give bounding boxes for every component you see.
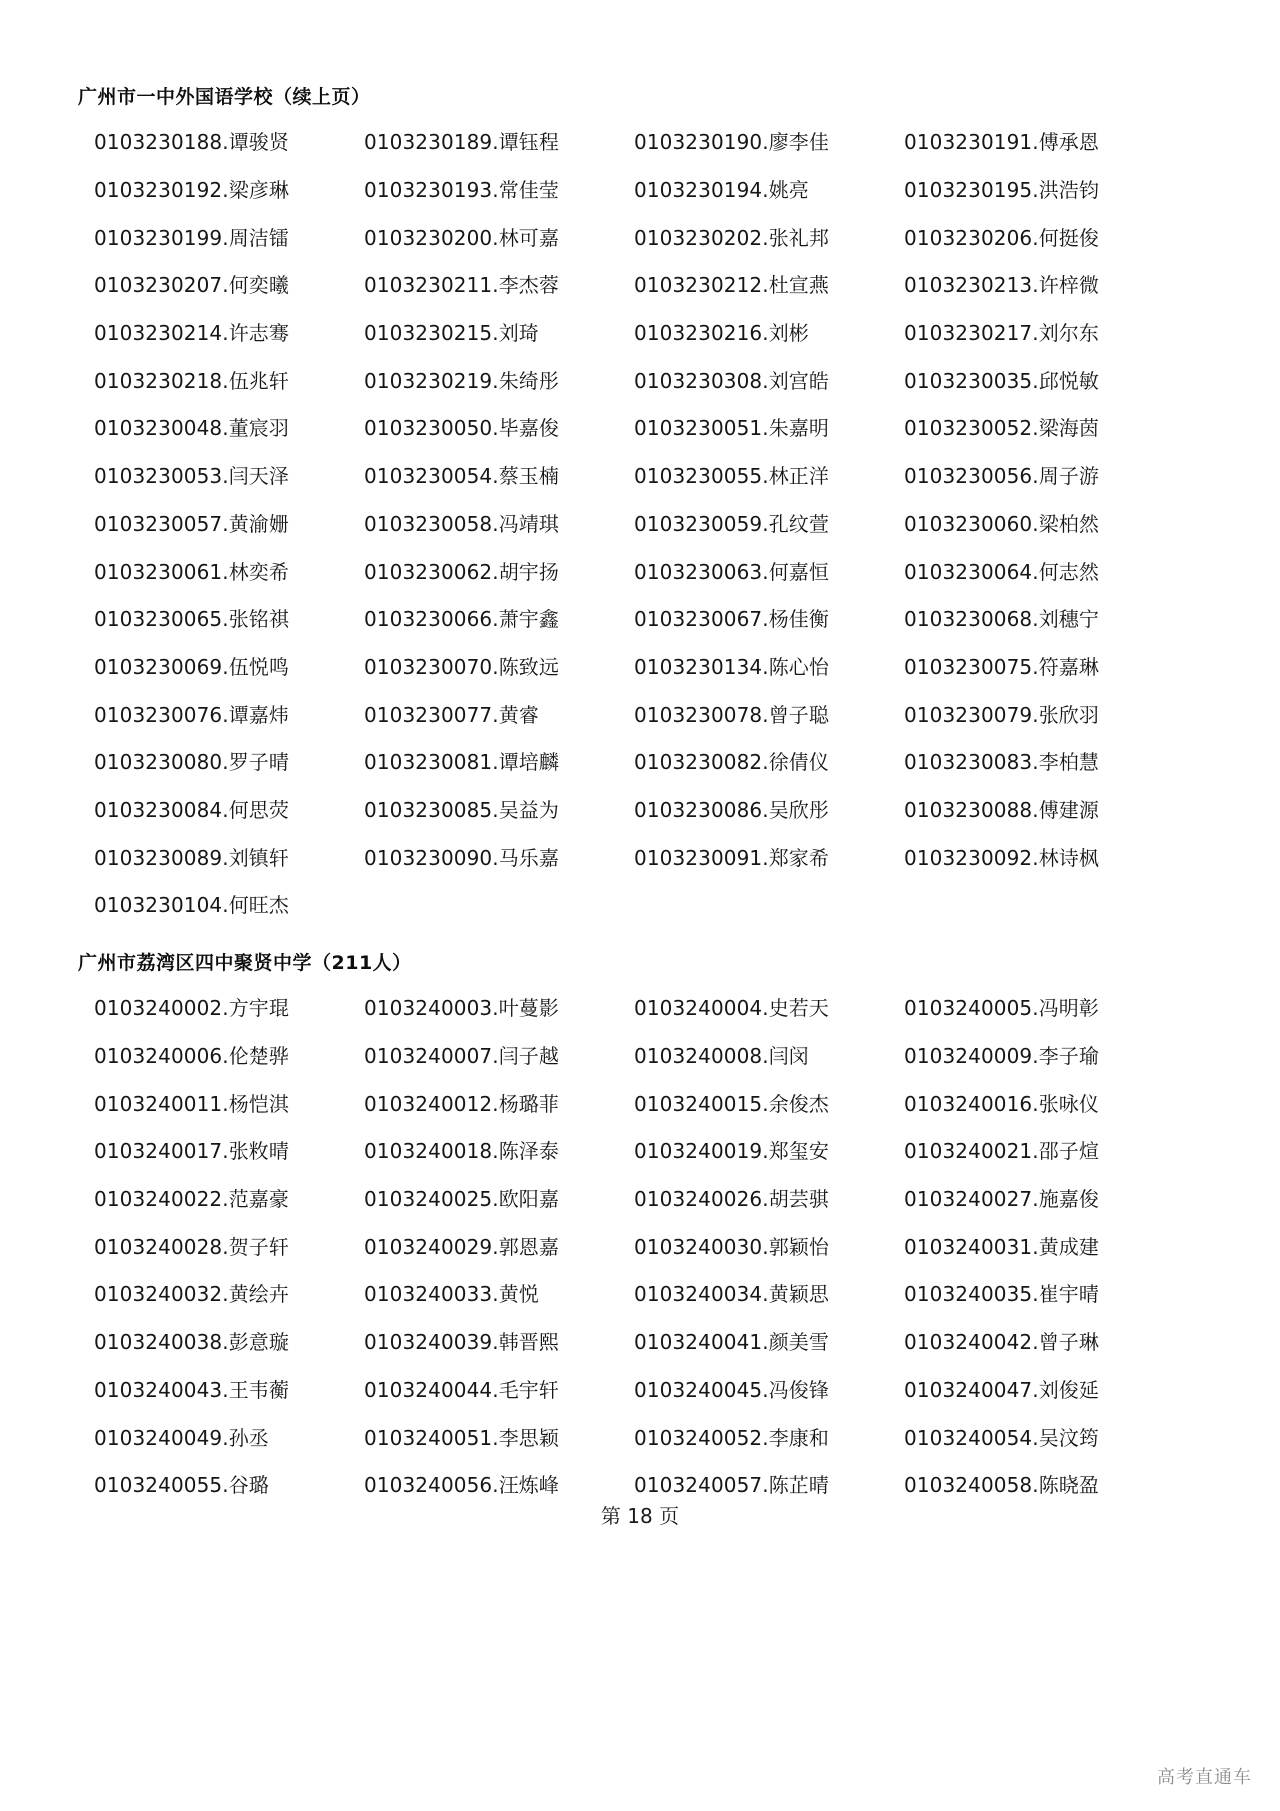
list-row: [94, 451, 1194, 499]
student-entry: 0103230085.吴益为: [364, 797, 560, 822]
list-row: [94, 1078, 1194, 1126]
student-entry: 0103230081.谭培麟: [364, 750, 560, 775]
student-entry: 0103230193.常佳莹: [364, 178, 560, 203]
student-entry: 0103240052.李康和: [634, 1425, 830, 1450]
student-entry: 0103230067.杨佳衡: [634, 607, 830, 632]
student-entry: 0103230192.梁彦琳: [94, 178, 290, 203]
list-row: [94, 308, 1194, 356]
student-entry: 0103230064.何志然: [904, 559, 1100, 584]
list-row: [94, 785, 1194, 833]
student-entry: 0103230089.刘镇轩: [94, 845, 290, 870]
section-title-school-1: 广州市一中外国语学校（续上页）: [78, 86, 371, 108]
list-row: [94, 594, 1194, 642]
student-entry: 0103230057.黄渝姗: [94, 511, 290, 536]
student-entry: 0103240015.余俊杰: [634, 1091, 830, 1116]
student-entry: 0103240056.汪炼峰: [364, 1473, 560, 1498]
student-entry: 0103230060.梁柏然: [904, 511, 1100, 536]
student-entry: 0103230059.孔纹萱: [634, 511, 830, 536]
student-entry: 0103230084.何思荧: [94, 797, 290, 822]
list-row: [94, 689, 1194, 737]
student-entry: 0103230080.罗子晴: [94, 750, 290, 775]
list-row: [94, 212, 1194, 260]
student-entry: 0103240032.黄绘卉: [94, 1282, 290, 1307]
student-entry: 0103230200.林可嘉: [364, 225, 560, 250]
student-entry: 0103240054.吴汶筠: [904, 1425, 1100, 1450]
student-entry: 0103240027.施嘉俊: [904, 1187, 1100, 1212]
student-entry: 0103230219.朱绮彤: [364, 368, 560, 393]
student-entry: 0103240043.王韦蘅: [94, 1377, 290, 1402]
student-entry: 0103230050.毕嘉俊: [364, 416, 560, 441]
list-row: [94, 117, 1194, 165]
student-entry: 0103230048.董宸羽: [94, 416, 290, 441]
list-row: [94, 546, 1194, 594]
student-entry: 0103240038.彭意璇: [94, 1330, 290, 1355]
student-entry: 0103240008.闫闵: [634, 1044, 809, 1069]
student-entry: 0103230092.林诗枫: [904, 845, 1100, 870]
student-entry: 0103230079.张欣羽: [904, 702, 1100, 727]
student-entry: 0103240057.陈芷晴: [634, 1473, 830, 1498]
student-entry: 0103240031.黄成建: [904, 1234, 1100, 1259]
student-entry: 0103230058.冯靖琪: [364, 511, 560, 536]
list-row: [94, 832, 1194, 880]
student-entry: 0103240039.韩晋熙: [364, 1330, 560, 1355]
student-entry: 0103240041.颜美雪: [634, 1330, 830, 1355]
list-row: [94, 880, 1194, 928]
student-entry: 0103230195.洪浩钧: [904, 178, 1100, 203]
list-row: [94, 1031, 1194, 1079]
student-entry: 0103240021.邵子煊: [904, 1139, 1100, 1164]
student-entry: 0103240007.闫子越: [364, 1044, 560, 1069]
list-row: [94, 499, 1194, 547]
student-entry: 0103230217.刘尔东: [904, 321, 1100, 346]
student-entry: 0103230199.周洁镭: [94, 225, 290, 250]
list-row: [94, 737, 1194, 785]
student-entry: 0103240019.郑玺安: [634, 1139, 830, 1164]
list-row: [94, 1174, 1194, 1222]
student-entry: 0103240058.陈晓盈: [904, 1473, 1100, 1498]
student-entry: 0103230035.邱悦敏: [904, 368, 1100, 393]
student-entry: 0103230077.黄睿: [364, 702, 539, 727]
student-entry: 0103230078.曾子聪: [634, 702, 830, 727]
student-entry: 0103230083.李柏慧: [904, 750, 1100, 775]
student-entry: 0103240005.冯明彰: [904, 996, 1100, 1021]
student-entry: 0103230202.张礼邦: [634, 225, 830, 250]
student-entry: 0103240055.谷璐: [94, 1473, 269, 1498]
student-entry: 0103240028.贺子轩: [94, 1234, 290, 1259]
list-row: [94, 403, 1194, 451]
student-entry: 0103240009.李子瑜: [904, 1044, 1100, 1069]
list-row: [94, 1269, 1194, 1317]
student-entry: 0103240026.胡芸骐: [634, 1187, 830, 1212]
student-entry: 0103230215.刘琦: [364, 321, 539, 346]
student-entry: 0103240025.欧阳嘉: [364, 1187, 560, 1212]
student-list-school-2: [94, 983, 1194, 1508]
list-row: [94, 1412, 1194, 1460]
student-entry: 0103230218.伍兆轩: [94, 368, 290, 393]
student-entry: 0103230213.许梓微: [904, 273, 1100, 298]
section-title-school-2: 广州市荔湾区四中聚贤中学（211人）: [78, 952, 412, 974]
student-entry: 0103230069.伍悦鸣: [94, 654, 290, 679]
student-entry: 0103240006.伦楚骅: [94, 1044, 290, 1069]
student-entry: 0103240042.曾子琳: [904, 1330, 1100, 1355]
student-entry: 0103230062.胡宇扬: [364, 559, 560, 584]
student-entry: 0103240012.杨璐菲: [364, 1091, 560, 1116]
student-entry: 0103240003.叶蔓影: [364, 996, 560, 1021]
student-entry: 0103230070.陈致远: [364, 654, 560, 679]
student-entry: 0103230308.刘宫皓: [634, 368, 830, 393]
student-entry: 0103230068.刘穗宁: [904, 607, 1100, 632]
student-entry: 0103230055.林正洋: [634, 464, 830, 489]
student-entry: 0103230188.谭骏贤: [94, 130, 290, 155]
student-entry: 0103240017.张敉晴: [94, 1139, 290, 1164]
list-row: [94, 642, 1194, 690]
list-row: [94, 260, 1194, 308]
student-entry: 0103230076.谭嘉炜: [94, 702, 290, 727]
student-entry: 0103230104.何旺杰: [94, 893, 290, 918]
student-entry: 0103230206.何挺俊: [904, 225, 1100, 250]
student-entry: 0103240004.史若天: [634, 996, 830, 1021]
student-entry: 0103230134.陈心怡: [634, 654, 830, 679]
student-entry: 0103230086.吴欣彤: [634, 797, 830, 822]
list-row: [94, 1317, 1194, 1365]
student-entry: 0103230216.刘彬: [634, 321, 809, 346]
list-row: [94, 1365, 1194, 1413]
student-entry: 0103230214.许志骞: [94, 321, 290, 346]
student-entry: 0103230053.闫天泽: [94, 464, 290, 489]
list-row: [94, 1221, 1194, 1269]
student-entry: 0103240045.冯俊锋: [634, 1377, 830, 1402]
student-entry: 0103230051.朱嘉明: [634, 416, 830, 441]
student-entry: 0103230190.廖李佳: [634, 130, 830, 155]
student-entry: 0103230207.何奕曦: [94, 273, 290, 298]
list-row: [94, 983, 1194, 1031]
student-entry: 0103230063.何嘉恒: [634, 559, 830, 584]
student-entry: 0103230091.郑家希: [634, 845, 830, 870]
student-entry: 0103230088.傅建源: [904, 797, 1100, 822]
student-entry: 0103240018.陈泽泰: [364, 1139, 560, 1164]
student-entry: 0103230056.周子游: [904, 464, 1100, 489]
student-entry: 0103230212.杜宣燕: [634, 273, 830, 298]
page-number: 第 18 页: [600, 1504, 680, 1528]
watermark: 高考直通车: [1157, 1767, 1252, 1788]
student-entry: 0103240022.范嘉豪: [94, 1187, 290, 1212]
student-entry: 0103240002.方宇琨: [94, 996, 290, 1021]
student-entry: 0103240035.崔宇晴: [904, 1282, 1100, 1307]
list-row: [94, 1126, 1194, 1174]
student-entry: 0103240016.张咏仪: [904, 1091, 1100, 1116]
student-entry: 0103240034.黄颖思: [634, 1282, 830, 1307]
student-entry: 0103240033.黄悦: [364, 1282, 539, 1307]
student-entry: 0103230189.谭钰程: [364, 130, 560, 155]
student-entry: 0103240049.孙丞: [94, 1425, 269, 1450]
student-entry: 0103240029.郭恩嘉: [364, 1234, 560, 1259]
student-entry: 0103230075.符嘉琳: [904, 654, 1100, 679]
student-entry: 0103230090.马乐嘉: [364, 845, 560, 870]
list-row: [94, 165, 1194, 213]
student-entry: 0103230211.李杰蓉: [364, 273, 560, 298]
student-entry: 0103230054.蔡玉楠: [364, 464, 560, 489]
student-list-school-1: [94, 117, 1194, 928]
student-entry: 0103240051.李思颖: [364, 1425, 560, 1450]
student-entry: 0103230191.傅承恩: [904, 130, 1100, 155]
student-entry: 0103240047.刘俊延: [904, 1377, 1100, 1402]
student-entry: 0103230061.林奕希: [94, 559, 290, 584]
student-entry: 0103240044.毛宇轩: [364, 1377, 560, 1402]
student-entry: 0103240011.杨恺淇: [94, 1091, 290, 1116]
list-row: [94, 355, 1194, 403]
student-entry: 0103230052.梁海茵: [904, 416, 1100, 441]
student-entry: 0103230066.萧宇鑫: [364, 607, 560, 632]
student-entry: 0103230194.姚亮: [634, 178, 809, 203]
student-entry: 0103230065.张铭祺: [94, 607, 290, 632]
student-entry: 0103240030.郭颖怡: [634, 1234, 830, 1259]
student-entry: 0103230082.徐倩仪: [634, 750, 830, 775]
